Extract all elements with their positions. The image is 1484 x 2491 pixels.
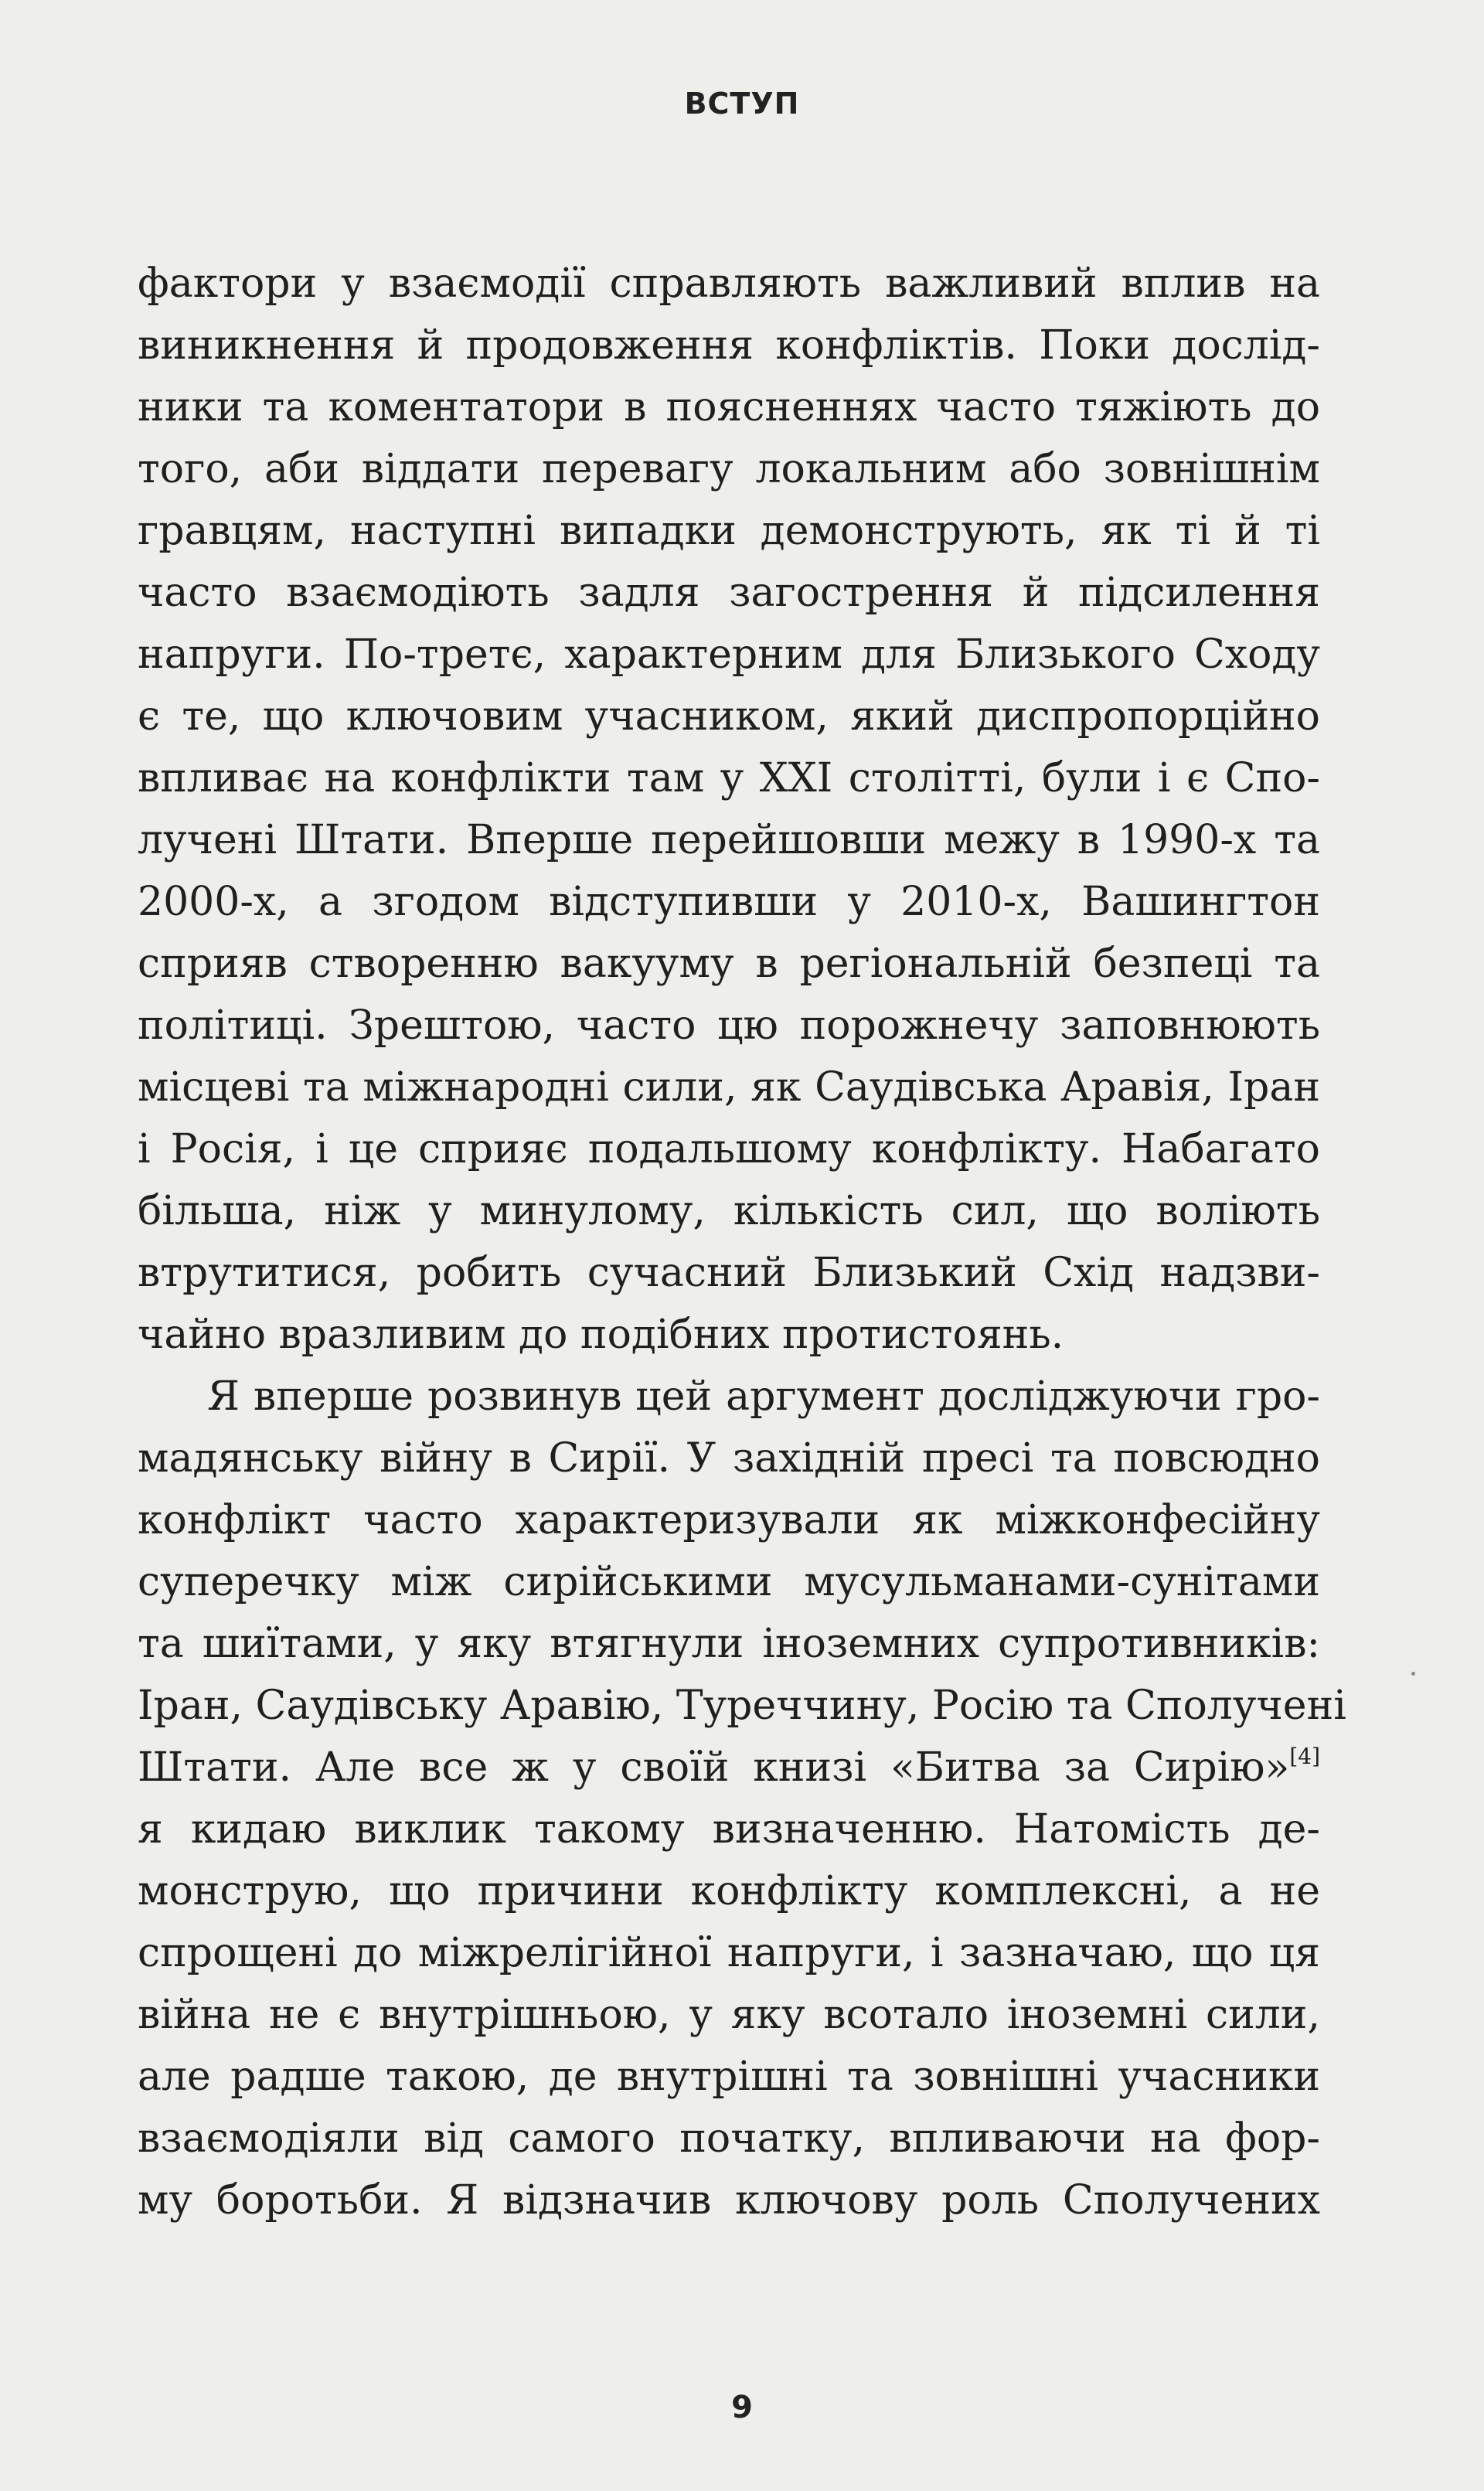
running-head: ВСТУП xyxy=(684,87,800,121)
text-line: лучені Штати. Вперше перейшовши межу в 1990-х та xyxy=(138,817,1320,863)
body-text xyxy=(138,253,1346,2231)
text-line: фактори у взаємодії справляють важливий вплив на xyxy=(138,260,1320,307)
text-line: втрутитися, робить сучасний Близький Схід надзви- xyxy=(138,1250,1320,1296)
page-number: 9 xyxy=(731,2390,753,2425)
text-line: виникнення й продовження конфліктів. Поки дослід- xyxy=(138,322,1320,369)
text-line: чайно вразливим до подібних протистоянь. xyxy=(138,1312,1064,1358)
text-line-with-footnote xyxy=(138,1737,1320,1798)
text-line-content: Штати. Але все ж у своїй книзі «Битва за Сирію» xyxy=(138,1744,1290,1791)
text-line: ники та коментатори в поясненнях часто тяжіють до xyxy=(138,384,1320,430)
text-line: часто взаємодіють задля загострення й підсилення xyxy=(138,570,1320,616)
footnote-reference[interactable]: [4] xyxy=(1289,1744,1320,1769)
text-line: впливає на конфлікти там у XXI столітті, були і є Спо- xyxy=(138,755,1320,801)
paragraph-first-line: Я вперше розвинув цей аргумент досліджуючи гро- xyxy=(207,1373,1320,1420)
text-line: Іран, Саудівську Аравію, Туреччину, Росію та Сполучені xyxy=(138,1683,1346,1729)
text-line: 2000-х, а згодом відступивши у 2010-х, Вашингтон xyxy=(138,879,1320,925)
text-line: му боротьби. Я відзначив ключову роль Сполучених xyxy=(138,2177,1320,2224)
text-line: того, аби віддати перевагу локальним або зовнішнім xyxy=(138,446,1320,492)
text-line: спрощені до міжрелігійної напруги, і зазначаю, що ця xyxy=(138,1930,1320,1976)
text-line: політиці. Зрештою, часто цю порожнечу заповнюють xyxy=(138,1002,1320,1049)
paper-speck xyxy=(1411,1672,1415,1676)
text-line: монструю, що причини конфлікту комплексні, а не xyxy=(138,1868,1320,1914)
text-line: суперечку між сирійськими мусульманами-сунітами xyxy=(138,1559,1320,1605)
text-line: є те, що ключовим учасником, який диспропорційно xyxy=(138,693,1320,740)
text-line: але радше такою, де внутрішні та зовнішні учасники xyxy=(138,2054,1320,2100)
text-line: конфлікт часто характеризували як міжконфесійну xyxy=(138,1497,1320,1543)
text-line: мадянську війну в Сирії. У західній пресі та повсюдно xyxy=(138,1435,1320,1482)
text-line: сприяв створенню вакууму в регіональній безпеці та xyxy=(138,941,1320,987)
text-line: більша, ніж у минулому, кількість сил, що воліють xyxy=(138,1188,1320,1234)
text-line: гравцям, наступні випадки демонструють, як ті й ті xyxy=(138,508,1320,554)
text-line: я кидаю виклик такому визначенню. Натомість де- xyxy=(138,1806,1320,1853)
text-line: місцеві та міжнародні сили, як Саудівська Аравія, Іран xyxy=(138,1064,1320,1111)
text-line: і Росія, і це сприяє подальшому конфлікту. Набагато xyxy=(138,1126,1320,1172)
text-line: війна не є внутрішньою, у яку всотало іноземні сили, xyxy=(138,1992,1320,2038)
text-line: напруги. По-третє, характерним для Близького Сходу xyxy=(138,631,1320,678)
text-line: та шиїтами, у яку втягнули іноземних супротивників: xyxy=(138,1621,1320,1667)
text-line: взаємодіяли від самого початку, впливаючи на фор- xyxy=(138,2115,1320,2162)
